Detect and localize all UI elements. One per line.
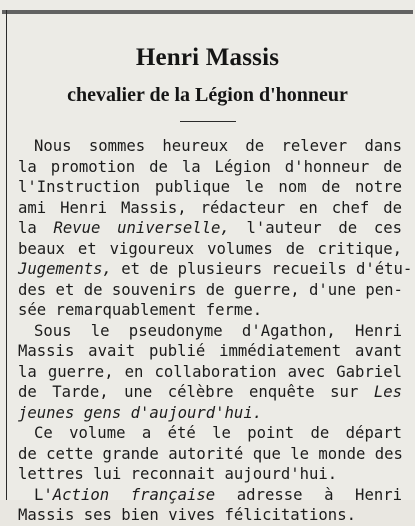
survey-title-cont: jeunes gens d'aujourd'hui. (18, 403, 263, 422)
top-rule (2, 10, 413, 14)
article-headline: Henri Massis (135, 44, 280, 71)
text-line: Sous le pseudonyme d'Agathon, Henri (34, 321, 402, 340)
survey-title: Les (373, 383, 402, 401)
text-line: la Revue universelle, l'auteur de ces (18, 219, 402, 237)
text-line: l'Instruction publique le nom de notre (18, 178, 402, 196)
newspaper-title: Action française (52, 485, 216, 504)
paragraph-1 (18, 136, 413, 321)
text-line: Massis ses bien vives félicitations. (18, 506, 356, 524)
article-subheadline: chevalier de la Légion d'honneur (67, 84, 348, 106)
text-line: de Tarde, une célèbre enquête sur Les (18, 383, 402, 401)
paragraph-4 (18, 485, 402, 526)
text-line: lettres lui reconnait aujourd'hui. (18, 465, 338, 483)
paragraph-3 (18, 423, 402, 485)
book-title: Jugements, (18, 260, 112, 278)
text-line: la guerre, en collaboration avec Gabriel (18, 362, 402, 381)
text-line: Ce volume a été le point de départ (34, 424, 402, 442)
text-line: sée remarquablement ferme. (18, 301, 263, 319)
text-line: la promotion de la Légion d'honneur de (18, 157, 402, 176)
text-line: Nous sommes heureux de relever dans (34, 137, 402, 155)
text-line: Massis avait publié immédiatement avant (18, 342, 402, 360)
text-line: des et de souvenirs de guerre, d'une pen- (18, 280, 403, 299)
text-line: L'Action française adresse à Henri (34, 485, 403, 504)
journal-title: Revue universelle, (53, 219, 230, 237)
paragraph-2 (18, 321, 402, 424)
text-line: ami Henri Massis, rédacteur en chef de (18, 198, 402, 217)
text-line: de cette grande autorité que le monde des (18, 444, 403, 463)
text-line (18, 403, 402, 424)
headline-separator (180, 121, 236, 122)
text-line: Jugements, et de plusieurs recueils d'étu- (18, 260, 413, 278)
text-line: beaux et vigoureux volumes de critique, (18, 239, 402, 258)
article-body (18, 136, 413, 526)
